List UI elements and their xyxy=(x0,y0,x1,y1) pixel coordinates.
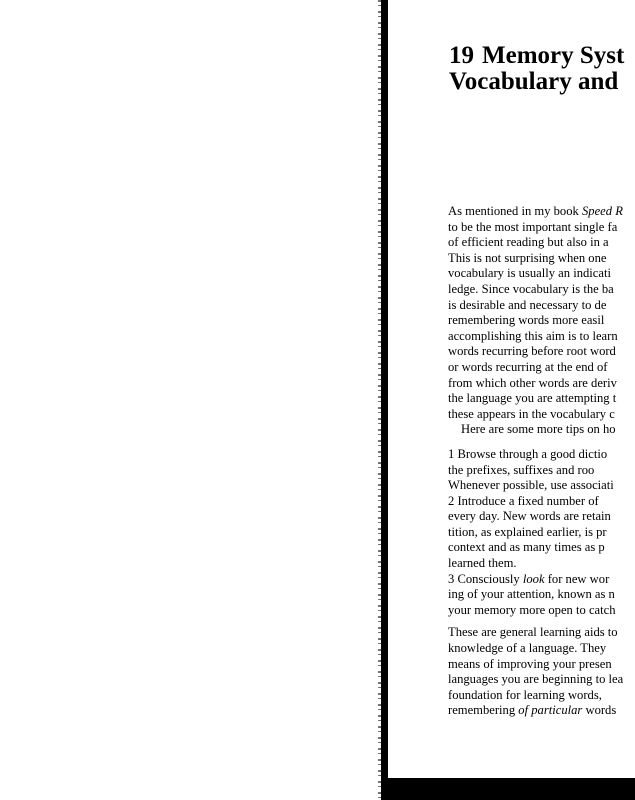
text-line: foundation for learning words, xyxy=(448,687,602,702)
text-span: for new wor xyxy=(544,571,610,586)
tips-intro: Here are some more tips on ho xyxy=(461,422,616,437)
tip-3 xyxy=(448,572,635,619)
tip-1 xyxy=(448,447,635,494)
italic-word: look xyxy=(522,571,545,586)
chapter-title-part-1: Memory Syst xyxy=(482,42,625,69)
text-line xyxy=(448,703,635,719)
text-line: ledge. Since vocabulary is the ba xyxy=(448,281,614,296)
text-line: your memory more open to catch xyxy=(448,602,616,617)
text-span: As mentioned in my book xyxy=(448,204,582,218)
text-line: every day. New words are retain xyxy=(448,509,611,524)
closing-paragraph xyxy=(448,625,635,719)
text-line: from which other words are deriv xyxy=(448,375,617,390)
text-line: these appears in the vocabulary c xyxy=(448,406,615,421)
text-line: means of improving your presen xyxy=(448,656,612,671)
chapter-title-part-2: Vocabulary and xyxy=(449,68,619,95)
text-line: accomplishing this aim is to learn xyxy=(448,328,618,343)
text-line: learned them. xyxy=(448,556,517,571)
text-line: context and as many times as p xyxy=(448,540,605,555)
opening-paragraph xyxy=(448,204,635,422)
text-line: or words recurring at the end of xyxy=(448,359,608,374)
text-line: languages you are beginning to lea xyxy=(448,672,624,687)
text-line: Whenever possible, use associati xyxy=(448,478,614,493)
book-page xyxy=(388,0,635,778)
page-bottom-edge xyxy=(381,778,635,800)
chapter-heading-line-1 xyxy=(449,43,624,69)
chapter-number: 19 xyxy=(449,42,474,69)
text-span: 3 Consciously xyxy=(448,571,523,586)
text-line: 1 Browse through a good dictio xyxy=(448,446,608,461)
text-span: words xyxy=(582,703,617,718)
text-line: This is not surprising when one xyxy=(448,250,607,265)
text-line xyxy=(448,204,635,220)
text-line: to be the most important single fa xyxy=(448,219,618,234)
text-line xyxy=(448,572,635,588)
text-line: the prefixes, suffixes and roo xyxy=(448,462,595,477)
text-line: vocabulary is usually an indicati xyxy=(448,266,611,281)
book-spine xyxy=(381,0,388,800)
text-line: words recurring before root word xyxy=(448,344,616,359)
text-line: tition, as explained earlier, is pr xyxy=(448,524,607,539)
book-title-italic: Speed R xyxy=(581,204,623,218)
text-span: remembering xyxy=(448,703,519,718)
tip-2 xyxy=(448,494,635,572)
text-line: These are general learning aids to xyxy=(448,625,618,640)
text-line: remembering words more easil xyxy=(448,313,605,328)
text-line: 2 Introduce a fixed number of xyxy=(448,493,599,508)
chapter-body xyxy=(448,204,635,719)
chapter-heading xyxy=(449,43,624,95)
text-line: the language you are attempting t xyxy=(448,391,617,406)
italic-word: of particular xyxy=(518,703,583,718)
text-line: knowledge of a language. They xyxy=(448,641,607,656)
text-line: ing of your attention, known as n xyxy=(448,587,615,602)
text-line: of efficient reading but also in a xyxy=(448,235,609,250)
text-line: is desirable and necessary to de xyxy=(448,297,607,312)
